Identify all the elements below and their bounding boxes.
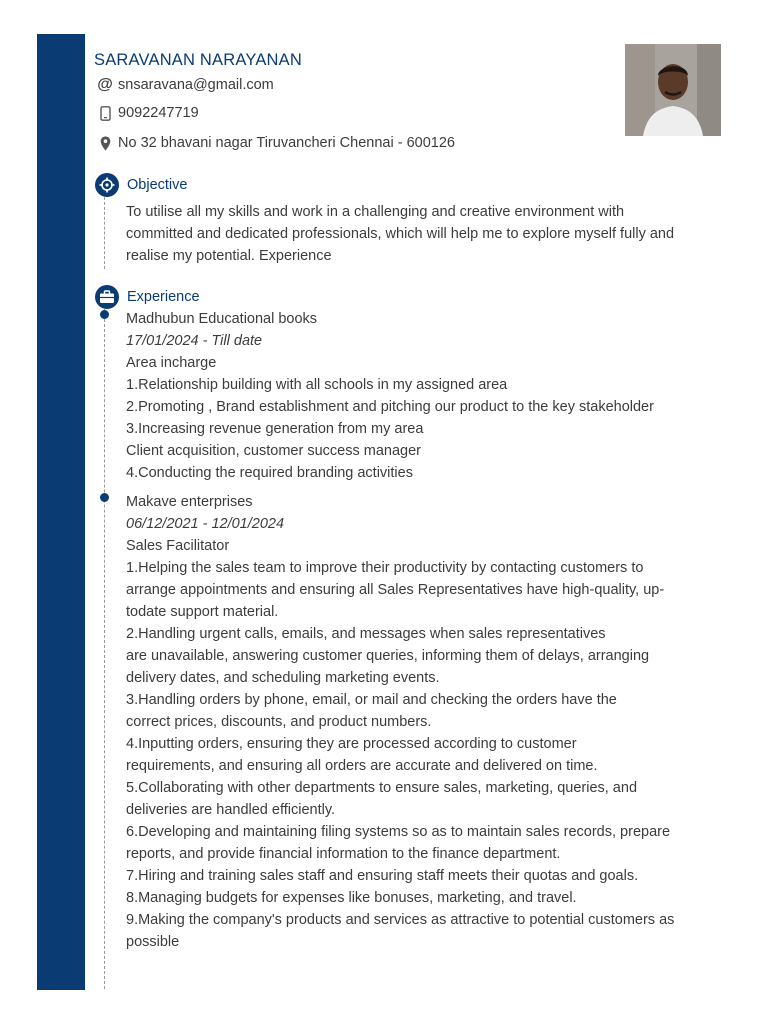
job-line: 9.Making the company's products and services as attractive to potential customers as bbox=[126, 912, 675, 928]
map-pin-icon bbox=[96, 136, 114, 151]
job-line: requirements, and ensuring all orders are accurate and delivered on time. bbox=[126, 758, 598, 774]
timeline-dot bbox=[100, 310, 109, 319]
job-line: 2.Promoting , Brand establishment and pitching our product to the key stakeholder bbox=[126, 399, 654, 415]
address-text: No 32 bhavani nagar Tiruvancheri Chennai - 600126 bbox=[118, 135, 455, 151]
email-text: snsaravana@gmail.com bbox=[118, 77, 274, 93]
job-line: 1.Relationship building with all schools in my assigned area bbox=[126, 377, 508, 393]
company-name: Madhubun Educational books bbox=[126, 311, 318, 327]
experience-heading: Experience bbox=[127, 289, 200, 305]
profile-photo bbox=[625, 44, 721, 136]
timeline-dot bbox=[100, 493, 109, 502]
job-line: 1.Helping the sales team to improve their productivity by contacting customers to bbox=[126, 560, 644, 576]
job-line: 8.Managing budgets for expenses like bonuses, marketing, and travel. bbox=[126, 890, 577, 906]
job-line: todate support material. bbox=[126, 604, 279, 620]
email-row bbox=[96, 76, 274, 94]
job-entry bbox=[126, 308, 726, 484]
job-line: correct prices, discounts, and product numbers. bbox=[126, 714, 432, 730]
company-name: Makave enterprises bbox=[126, 494, 253, 510]
job-line: 3.Handling orders by phone, email, or mail and checking the orders have the bbox=[126, 692, 617, 708]
job-line: possible bbox=[126, 934, 180, 950]
briefcase-icon bbox=[95, 285, 119, 309]
objective-heading: Objective bbox=[127, 177, 188, 193]
job-line: Area incharge bbox=[126, 355, 217, 371]
job-line: delivery dates, and scheduling marketing events. bbox=[126, 670, 440, 686]
target-icon bbox=[95, 173, 119, 197]
job-line: 2.Handling urgent calls, emails, and messages when sales representatives bbox=[126, 626, 606, 642]
phone-row bbox=[96, 105, 199, 121]
objective-text bbox=[126, 201, 726, 267]
at-icon: @ bbox=[97, 76, 113, 93]
phone-icon bbox=[96, 106, 114, 121]
address-row bbox=[96, 135, 455, 151]
phone-text: 9092247719 bbox=[118, 105, 199, 121]
left-accent-bar bbox=[37, 34, 85, 990]
objective-line: committed and dedicated professionals, which will help me to explore myself fully and bbox=[126, 226, 675, 242]
job-dates: 06/12/2021 - 12/01/2024 bbox=[126, 516, 285, 532]
job-line: deliveries are handled efficiently. bbox=[126, 802, 336, 818]
job-dates: 17/01/2024 - Till date bbox=[126, 333, 263, 349]
timeline-line bbox=[104, 309, 105, 989]
job-line: 6.Developing and maintaining filing systems so as to maintain sales records, prepare bbox=[126, 824, 671, 840]
job-line: 3.Increasing revenue generation from my area bbox=[126, 421, 424, 437]
job-line: Sales Facilitator bbox=[126, 538, 230, 554]
job-line: 7.Hiring and training sales staff and ensuring staff meets their quotas and goals. bbox=[126, 868, 639, 884]
job-line: 4.Inputting orders, ensuring they are processed according to customer bbox=[126, 736, 577, 752]
candidate-name: SARAVANAN NARAYANAN bbox=[94, 51, 302, 69]
timeline-line bbox=[104, 197, 105, 269]
objective-line: realise my potential. Experience bbox=[126, 248, 332, 264]
objective-line: To utilise all my skills and work in a challenging and creative environment with bbox=[126, 204, 625, 220]
job-line: 4.Conducting the required branding activities bbox=[126, 465, 413, 481]
job-line: arrange appointments and ensuring all Sales Representatives have high-quality, up- bbox=[126, 582, 665, 598]
job-line: Client acquisition, customer success manager bbox=[126, 443, 421, 459]
job-line: reports, and provide financial information to the finance department. bbox=[126, 846, 561, 862]
job-line: are unavailable, answering customer queries, informing them of delays, arranging bbox=[126, 648, 650, 664]
job-entry bbox=[126, 491, 726, 953]
job-line: 5.Collaborating with other departments to ensure sales, marketing, queries, and bbox=[126, 780, 638, 796]
